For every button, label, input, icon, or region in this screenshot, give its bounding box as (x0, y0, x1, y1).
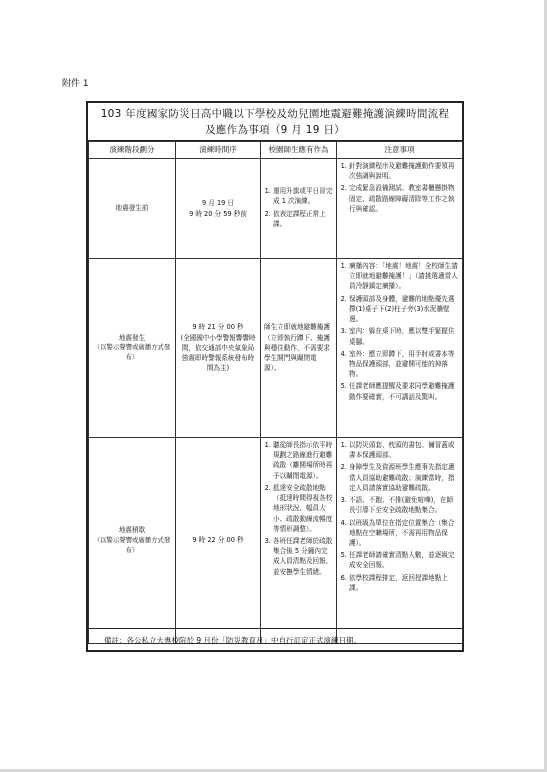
stage-label: 地震稍歇 (118, 526, 146, 535)
stage-cell (89, 259, 176, 438)
actions-cell (261, 438, 337, 644)
note-item: 3. 不語、不跑、不推(避免喧嘩)，在師長引導下至安全疏散地點集合。 (349, 495, 459, 515)
notes-cell (337, 259, 463, 438)
note-item: 2. 身障學生及資源班學生應事先指定適當人員協助避難疏散；演練當時，指定人員請落實協助避難疏散。 (349, 462, 459, 493)
stage-note: （以警示聲響或廣播方式發布） (93, 535, 171, 554)
action-item: 3. 各班任課老師於疏散集合後 5 分鐘內完成人員清點及回報，並安撫學生情緒。 (273, 536, 333, 577)
title-line-2: 及應作為事項（9 月 19 日） (205, 124, 345, 136)
action-item: 2. 依表定課程正常上課。 (273, 209, 333, 229)
table-row (89, 438, 463, 644)
actions-cell (261, 259, 337, 438)
document-frame (86, 101, 464, 652)
action-item: 2. 抵達安全疏散地點（抵達時間得視各校地形狀況、幅員大小、疏散動線流暢度等情形調整）。 (273, 483, 333, 534)
stage-label: 地震發生 (118, 333, 146, 342)
note-item: 1. 廣播內容：「地震！地震！全校師生請立即就地避難掩護！」（請挑選適當人員冷靜鎮定廣播）。 (349, 261, 459, 292)
stage-cell (89, 159, 176, 259)
note-item: 5. 任課老師請確實清點人數，並逐級完成安全回報。 (349, 550, 459, 570)
header-notes: 注意事項 (337, 142, 463, 159)
note-item: 4. 以班級為單位在指定位置集合（集合地點在空曠場所，不需再用物品保護）。 (349, 518, 459, 549)
time-text: 9 時 22 分 00 秒 (192, 536, 244, 545)
note-item: 4. 室外：應立即蹲下，用手肘或書本等物品保護頭部，並避開可能的掉落物。 (349, 349, 459, 380)
stage-cell (89, 438, 176, 644)
action-item: 1. 運用升旗或平日晉完成 1 次演練。 (273, 186, 333, 206)
title-line-1: 103 年度國家防災日高中職以下學校及幼兒園地震避難掩護演練時間流程 (100, 108, 450, 120)
notes-cell (337, 438, 463, 644)
annex-label: 附件 1 (62, 79, 89, 89)
note-item: 1. 針對演練程序及避難掩護動作要領再次強調與說明。 (349, 161, 459, 181)
time-cell (176, 159, 261, 259)
action-item: 1. 聽從師長指示依平時規劃之路線進行避難疏散（離開場所時再予以關閉電源）。 (273, 440, 333, 481)
stage-label: 地震發生前 (115, 204, 149, 213)
note-item: 6. 依學校課程排定，返回授課地點上課。 (349, 573, 459, 593)
time-text: 9 月 19 日 9 時 20 分 59 秒前 (189, 199, 247, 218)
note-item: 1. 以防災頭套、枕頭的書包、禰冒蓋或書本保護頭部。 (349, 440, 459, 460)
note-item: 5. 任課老師應提醒及要求同學避難掩護動作要確實，不可講話及驚叫。 (349, 381, 459, 401)
header-stage: 演練階段劃分 (89, 142, 176, 159)
table-row (89, 259, 463, 438)
header-actions: 校園師生應有作為 (261, 142, 337, 159)
header-time: 演練時間序 (176, 142, 261, 159)
note-item: 3. 室內：躲在桌下時，應以雙手緊握住桌腳。 (349, 326, 459, 346)
note-item: 2. 保護頭部及身體，避難的地點優先選擇(1)桌子下(2)柱子旁(3)水泥牆壁邊。 (349, 294, 459, 325)
drill-schedule-table (88, 141, 463, 644)
time-cell (176, 438, 261, 644)
notes-cell (337, 159, 463, 259)
time-text: 9 時 21 分 00 秒 (全國國中小學警報響響時間，依交通部中央氣象局強震即時警報系統發布時間為主) (180, 323, 256, 373)
document-title (88, 103, 462, 141)
action-text: 師生立即就地避難掩護（立即執行蹲下、掩護與穩住動作，不需要求學生開門與關閉電源）。 (264, 323, 330, 373)
time-cell (176, 259, 261, 438)
note-item: 2. 完成緊急設備測試、教室書櫃懸掛物固定、疏散路線障礙清除等工作之執行與確認。 (349, 183, 459, 214)
table-header-row (89, 142, 463, 159)
footer-note: 備註：各公私立大專校院於 9 月份「防災教育月」中自行訂定正式演練日期。 (88, 628, 462, 650)
table-row (89, 159, 463, 259)
stage-note: （以警示聲響或廣播方式發布） (93, 343, 171, 362)
actions-cell (261, 159, 337, 259)
